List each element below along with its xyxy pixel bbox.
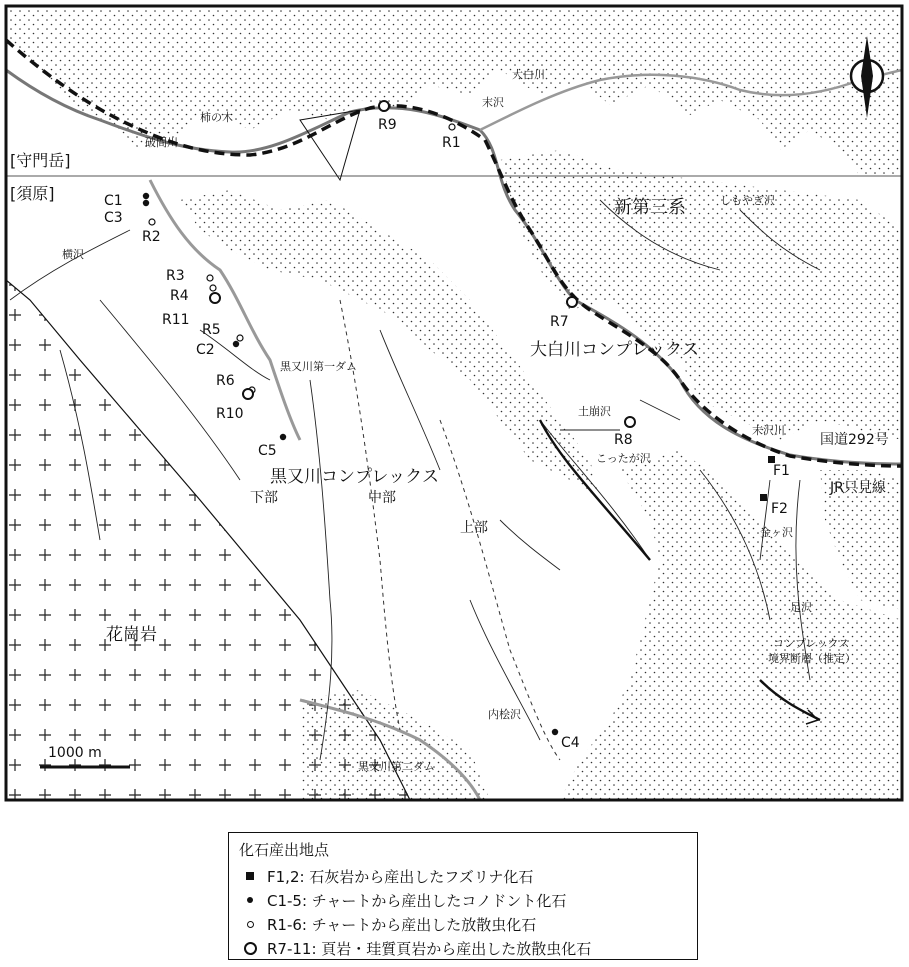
north-label: N xyxy=(860,67,874,86)
label-hamagawa: 破間川 xyxy=(145,136,178,149)
svg-text:F1: F1 xyxy=(773,463,790,479)
legend-item-radiolaria-chert xyxy=(239,912,687,936)
svg-text:R6: R6 xyxy=(216,373,235,389)
label-shimoyagisawa: しもやぎ沢 xyxy=(720,194,775,207)
site-c2 xyxy=(196,341,239,358)
svg-text:C3: C3 xyxy=(104,210,123,226)
legend-item-label: R7-11: 頁岩・珪質頁岩から産出した放散虫化石 xyxy=(267,939,592,958)
neogene-area-east xyxy=(500,150,902,440)
svg-text:R9: R9 xyxy=(378,117,397,133)
label-middle: 中部 xyxy=(368,490,396,506)
svg-text:R10: R10 xyxy=(216,406,244,422)
label-dam2: 黒又川第二ダム xyxy=(358,760,435,773)
site-c4 xyxy=(552,729,580,751)
label-route-292: 国道292号 xyxy=(820,432,889,448)
site-r8 xyxy=(614,417,635,448)
large-open-circle-icon xyxy=(239,942,261,955)
legend-title: 化石産出地点 xyxy=(239,841,330,859)
label-boundary-fault-1: コンプレックス xyxy=(773,637,850,650)
site-c5 xyxy=(258,434,286,459)
svg-text:C5: C5 xyxy=(258,443,277,459)
svg-text:C1: C1 xyxy=(104,193,123,209)
label-upper: 上部 xyxy=(460,520,488,536)
site-r10 xyxy=(216,389,253,422)
svg-text:R7: R7 xyxy=(550,314,569,330)
legend-item-radiolaria-shale xyxy=(239,936,687,960)
filled-square-icon xyxy=(239,872,261,880)
svg-text:R8: R8 xyxy=(614,432,633,448)
label-lower: 下部 xyxy=(250,490,278,506)
filled-dot-icon xyxy=(239,897,261,903)
label-suezawa: 末沢 xyxy=(482,96,504,109)
label-shumon: [守門岳] xyxy=(10,151,71,170)
svg-text:C4: C4 xyxy=(561,735,580,751)
label-kakinoki: 柿の木 xyxy=(200,111,233,124)
site-r3 xyxy=(166,268,213,284)
label-neogene: 新第三系 xyxy=(614,197,686,218)
label-oshirakawa-river: 大白川 xyxy=(512,68,545,81)
legend xyxy=(228,832,698,960)
legend-item-label: R1-6: チャートから産出した放散虫化石 xyxy=(267,915,537,934)
label-uchikasesawa: 内桧沢 xyxy=(488,708,521,721)
svg-text:R1: R1 xyxy=(442,135,461,151)
svg-text:R4: R4 xyxy=(170,288,189,304)
legend-item-label: F1,2: 石灰岩から産出したフズリナ化石 xyxy=(267,867,534,886)
site-f1 xyxy=(768,456,790,479)
svg-text:R11: R11 xyxy=(162,312,190,328)
granite-area xyxy=(6,280,410,800)
label-dam1: 黒又川第一ダム xyxy=(280,360,357,373)
svg-text:R2: R2 xyxy=(142,229,161,245)
legend-item-fusulinid xyxy=(239,864,687,888)
site-c1 xyxy=(104,193,149,209)
svg-text:R3: R3 xyxy=(166,268,185,284)
label-suezawagawa: 末沢川 xyxy=(752,424,785,437)
legend-item-label: C1-5: チャートから産出したコノドント化石 xyxy=(267,891,567,910)
legend-item-conodont xyxy=(239,888,687,912)
site-r2 xyxy=(142,219,161,245)
label-jr: JR只見線 xyxy=(830,480,886,496)
label-yokosawa: 横沢 xyxy=(62,248,84,261)
svg-text:F2: F2 xyxy=(771,501,788,517)
site-f2 xyxy=(760,494,788,517)
label-sunahara: [須原] xyxy=(10,184,55,203)
site-r4 xyxy=(170,285,216,304)
label-ashizawa: 足沢 xyxy=(790,601,812,614)
label-dokuzuresawa: 土崩沢 xyxy=(578,405,611,418)
label-boundary-fault-2: 境界断層（推定） xyxy=(768,652,856,665)
label-kuromatagawa-complex: 黒又川コンプレックス xyxy=(270,467,439,487)
label-oshirakawa-complex: 大白川コンプレックス xyxy=(530,340,699,360)
scale-label: 1000 m xyxy=(48,745,102,761)
small-open-circle-icon xyxy=(239,921,261,928)
site-r5 xyxy=(202,322,243,341)
label-kottagasawa: こったが沢 xyxy=(596,452,651,465)
svg-text:C2: C2 xyxy=(196,342,215,358)
site-r7 xyxy=(550,297,577,330)
label-granite: 花崗岩 xyxy=(106,625,157,645)
site-r1 xyxy=(442,124,461,151)
svg-text:R5: R5 xyxy=(202,322,221,338)
label-kanegasawa: 金ヶ沢 xyxy=(760,526,793,539)
